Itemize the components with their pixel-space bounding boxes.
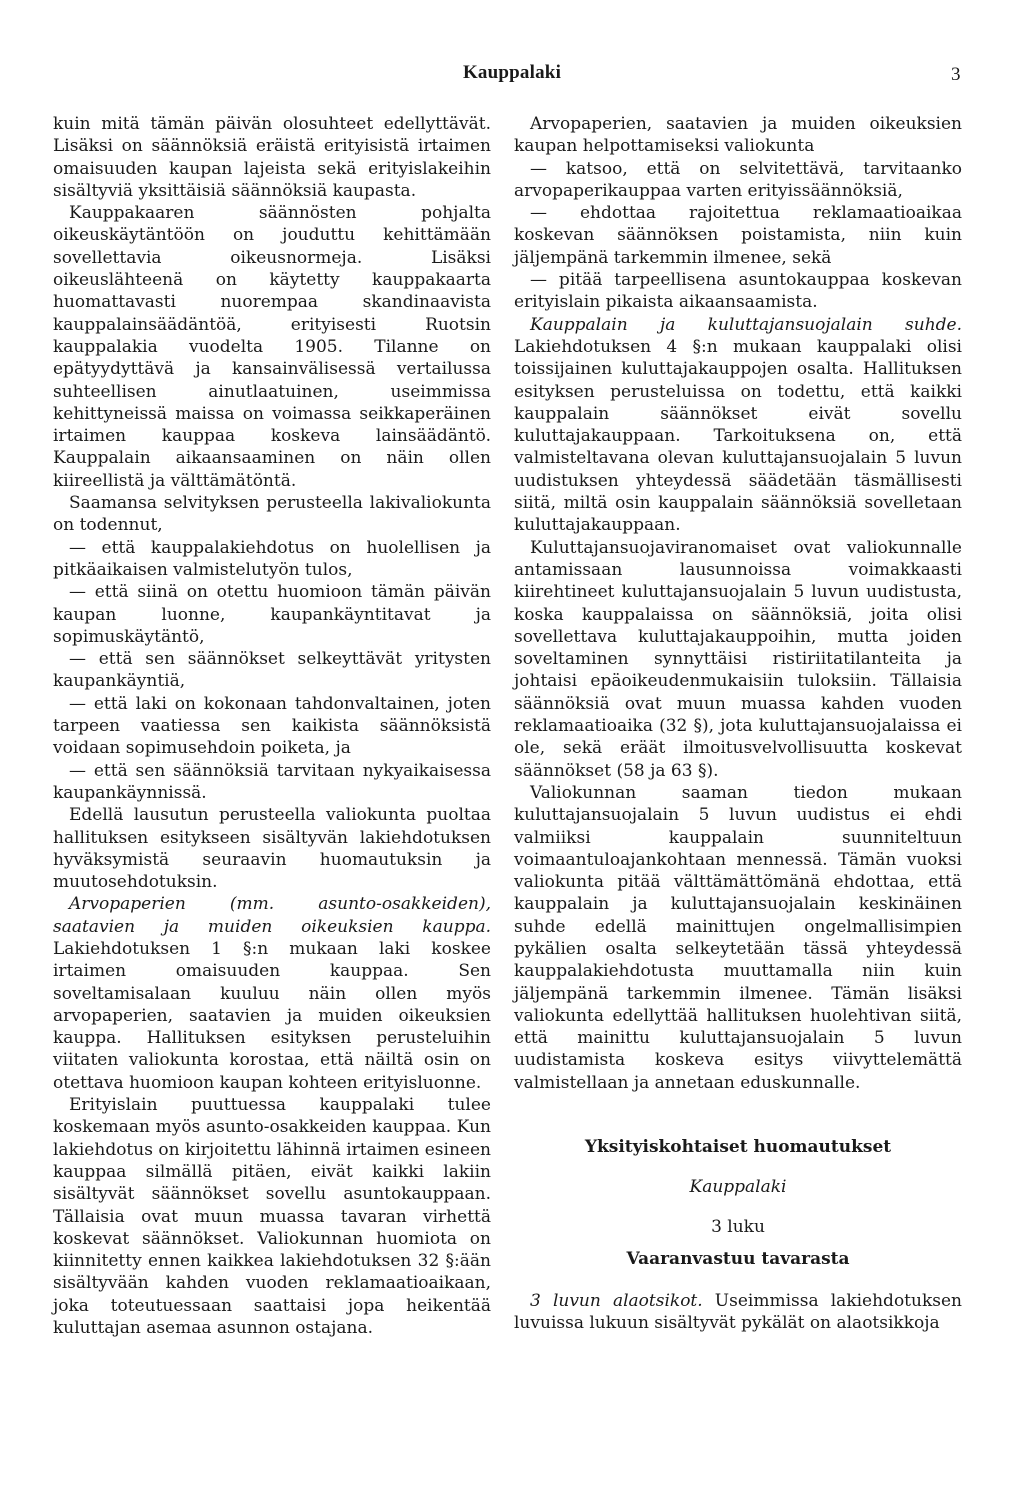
left-dash-item-3: — että sen säännökset selkeyttävät yritysten kaupankäyntiä,	[53, 649, 491, 692]
right-paragraph-5-heading: 3 luvun alaotsikot.	[530, 1291, 703, 1312]
left-dash-item-5: — että sen säännöksiä tarvitaan nykyaikaisessa kaupankäynnissä.	[53, 760, 491, 803]
section-title: Yksityiskohtaiset huomautukset	[584, 1137, 892, 1158]
right-paragraph-5-text: Useimmissa lakiehdotuksen luvuissa lukuun sisältyvät pykälät on alaotsikkoja	[514, 1291, 962, 1334]
left-paragraph-6: Erityislain puuttuessa kauppalaki tulee koskemaan myös asunto-osakkeiden kauppaa. Kun lakiehdotus on kirjoitettu lähinnä irtaimen esineen kauppaa silmällä pitäen, eivät kaikki lakiin sisältyvät säännökset sovellu asuntokauppaan. Tällaisia ovat muun muassa tavaran virhettä koskevat säännökset. Valiokunnan huomiota on kiinnitetty ennen kaikkea lakiehdotuksen 32 §:ään sisältyvään kahden vuoden reklamaatioaikaan, joka toteutuessaan saattaisi jopa heikentää kuluttajan asemaa asunnon ostajana.	[53, 1095, 491, 1339]
right-paragraph-1: Arvopaperien, saatavien ja muiden oikeuksien kaupan helpottamiseksi valiokunta	[514, 114, 962, 157]
right-paragraph-3: Kuluttajansuojaviranomaiset ovat valiokunnalle antamissaan lausunnoissa voimakkaasti kiirehtineet kuluttajansuojalain 5 luvun uudistusta, koska kauppalaissa on säännöksiä, joita olisi sovellettava kuluttajakauppoihin, mutta joiden soveltaminen synnyttäisi ristiriitatilanteita ja johtaisi epäoikeudenmukaisiin tuloksiin. Tällaisia säännöksiä ovat muun muassa kahden vuoden reklamaatioaika (32 §), jota kuluttajansuojalaissa ei ole, sekä eräät ilmoitusvelvollisuutta koskevat säännökset (58 ja 63 §).	[514, 537, 962, 781]
left-paragraph-1: kuin mitä tämän päivän olosuhteet edellyttävät. Lisäksi on säännöksiä eräistä erityisistä irtaimen omaisuuden kaupan lajeista sekä erityislakeihin sisältyviä yksittäisiä säännöksiä kaupasta.	[53, 114, 491, 201]
left-paragraph-3: Saamansa selvityksen perusteella lakivaliokunta on todennut,	[53, 493, 491, 536]
law-title: Kauppalaki	[689, 1177, 787, 1198]
left-paragraph-5-heading: Arvopaperien (mm. asunto-osakkeiden), saatavien ja muiden oikeuksien kauppa.	[53, 894, 491, 937]
left-dash-item-2: — että siinä on otettu huomioon tämän päivän kaupan luonne, kaupankäyntitavat ja sopimuskäytäntö,	[53, 582, 491, 647]
left-paragraph-4: Edellä lausutun perusteella valiokunta puoltaa hallituksen esitykseen sisältyvän lakiehdotuksen hyväksymistä seuraavin huomautuksin ja muutosehdotuksin.	[53, 805, 491, 893]
right-dash-item-1: — katsoo, että on selvitettävä, tarvitaanko arvopaperikauppaa varten erityissäännöksiä,	[514, 158, 962, 201]
page-number: 3	[951, 64, 961, 85]
right-paragraph-2	[514, 314, 962, 537]
right-column	[514, 113, 962, 1335]
left-paragraph-5-text: Lakiehdotuksen 1 §:n mukaan laki koskee irtaimen omaisuuden kauppaa. Sen soveltamisalaan kuuluu näin ollen myös arvopaperien, saatavien ja muiden oikeuksien kauppa. Hallituksen esityksen perusteluihin viitaten valiokunta korostaa, että näiltä osin on otettava huomioon kaupan kohteen erityisluonne.	[53, 938, 491, 1093]
right-dash-item-2: — ehdottaa rajoitettua reklamaatioaikaa koskevan säännöksen poistamista, niin kuin jäljempänä tarkemmin ilmenee, sekä	[514, 203, 962, 268]
left-paragraph-2: Kauppakaaren säännösten pohjalta oikeuskäytäntöön on jouduttu kehittämään sovellettavia oikeusnormeja. Lisäksi oikeuslähteenä on käytetty kauppakaarta huomattavasti nuorempaa skandinaavista kauppalainsäädäntöä, erityisesti Ruotsin kauppalakia vuodelta 1905. Tilanne on epätyydyttävä ja kansainvälisessä vertailussa suhteellisen ainutlaatuinen, useimmissa kehittyneissä maissa on voimassa seikkaperäinen irtaimen kauppaa koskeva lainsäädäntö. Kauppalain aikaansaaminen on näin ollen kiireellistä ja välttämätöntä.	[53, 203, 491, 491]
left-dash-item-1: — että kauppalakiehdotus on huolellisen ja pitkäaikaisen valmistelutyön tulos,	[53, 537, 491, 580]
right-paragraph-2-heading: Kauppalain ja kuluttajansuojalain suhde.	[530, 314, 962, 335]
chapter-title: Vaaranvastuu tavarasta	[626, 1249, 850, 1270]
left-paragraph-5	[53, 893, 491, 1094]
right-dash-item-3: — pitää tarpeellisena asuntokauppaa koskevan erityislain pikaista aikaansaamista.	[514, 270, 962, 313]
left-dash-item-4: — että laki on kokonaan tahdonvaltainen, joten tarpeen vaatiessa sen kaikista säännöksistä voidaan sopimusehdoin poiketa, ja	[53, 693, 491, 759]
page-header-title: Kauppalaki	[462, 62, 562, 83]
chapter-number: 3 luku	[711, 1217, 765, 1238]
left-column	[53, 113, 491, 1339]
right-paragraph-4: Valiokunnan saaman tiedon mukaan kuluttajansuojalain 5 luvun uudistus ei ehdi valmiiksi kauppalain suunniteltuun voimaantuloajankohtaan mennessä. Tämän vuoksi valiokunta pitää välttämättömänä ehdottaa, että kauppalain ja kuluttajansuojalain keskinäinen suhde edellä mainittujen ongelmallisimpien pykälien osalta selkeytetään tässä yhteydessä kauppalakiehdotusta muuttamalla niin kuin jäljempänä tarkemmin ilmenee. Tämän lisäksi valiokunta edellyttää hallituksen huolehtivan siitä, että mainittu kuluttajansuojalain 5 luvun uudistamista koskeva esitys viivyttelemättä valmistellaan ja annetaan eduskunnalle.	[514, 782, 962, 1093]
right-paragraph-5	[514, 1290, 962, 1335]
right-paragraph-2-text: Lakiehdotuksen 4 §:n mukaan kauppalaki olisi toissijainen kuluttajakauppojen osalta. Hallituksen esityksen perusteluissa on todettu, että kaikki kauppalain säännökset eivät sovellu kuluttajakauppaan. Tarkoituksena on, että valmisteltavana olevan kuluttajansuojalain 5 luvun uudistuksen yhteydessä säädetään täsmällisesti siitä, miltä osin kauppalain säännöksiä sovelletaan kuluttajakauppaan.	[514, 336, 962, 536]
